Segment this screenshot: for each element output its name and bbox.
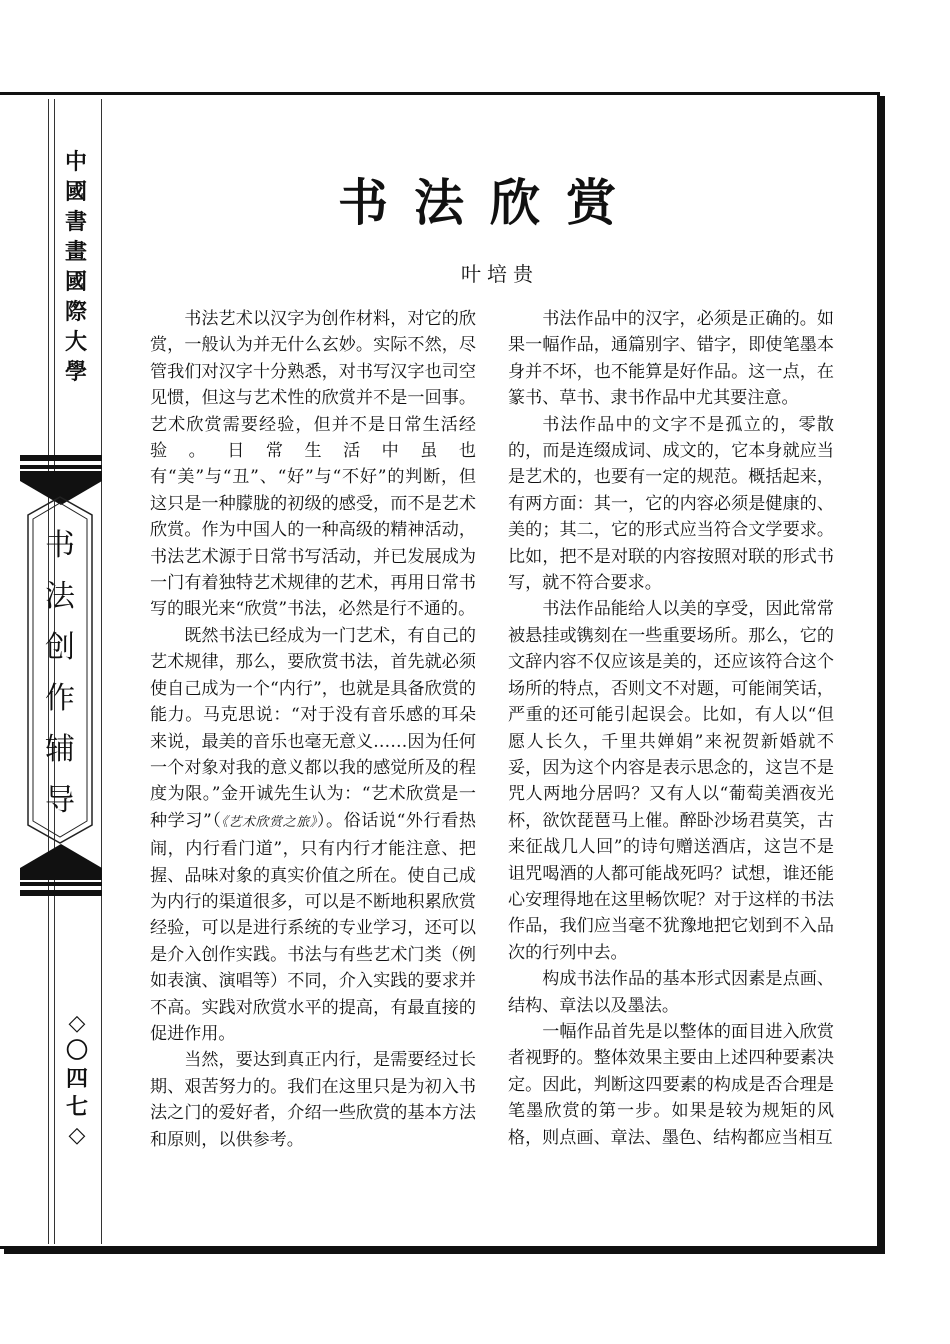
frame-shadow [880,96,885,1253]
article-author: 叶培贵 [461,262,539,286]
paragraph: 当然，要达到真正内行，是需要经过长期、艰苦努力的。我们在这里只是为初入书法之门的爱好者，介绍一些欣赏的基本方法和原则，以供参考。 [150,1050,476,1150]
journal-title: 中 國 書 畫 國 際 大 學 [64,150,87,385]
ornament-icon [20,840,102,880]
article-title: 书法欣赏 [338,174,642,232]
paragraph: 构成书法作品的基本形式因素是点画、结构、章法以及墨法。 [508,969,834,1016]
sidebar-rule [101,99,102,1244]
right-column [508,306,834,1151]
page-number: ◇ 〇 四 七 ◇ [65,1011,88,1148]
frame-shadow [4,1249,885,1254]
paragraph: 书法作品中的文字不是孤立的，零散的，而是连缀成词、成文的，它本身就应当是艺术的，也要有一定的规范。概括起来，有两方面：其一，它的内容必须是健康的、美的；其二，它的形式应当符合文学要求。比如，把不是对联的内容按照对联的形式书写，就不符合要求。 [508,414,834,594]
paragraph: 既然书法已经成为一门艺术，有自己的艺术规律，那么，要欣赏书法，首先就必须使自己成为一个“内行”，也就是具备欣赏的能力。马克思说：“对于没有音乐感的耳朵来说，最美的音乐也毫无意义……因为任何一个对象对我的意义都以我的感觉所及的程度为限。”金开诚先生认为：“艺术欣赏是一种学习”（《艺术欣赏之旅》）。俗话说“外行看热闹，内行看门道”，只有内行才能注意、把握、品味对象的真实价值之所在。使自己成为内行的渠道很多，可以是不断地积累欣赏经验，可以是进行系统的专业学习，还可以是介入创作实践。书法与有些艺术门类（例如表演、演唱等）不同，介入实践的要求并不高。实践对欣赏水平的提高，有最直接的促进作用。 [150,625,476,1044]
paragraph: 一幅作品首先是以整体的面目进入欣赏者视野的。整体效果主要由上述四种要素决定。因此，判断这四要素的构成是否合理是笔墨欣赏的第一步。如果是较为规矩的风格，则点画、章法、墨色、结构都应当相互 [508,1021,834,1148]
paragraph: 书法艺术以汉字为创作材料，对它的欣赏，一般认为并无什么玄妙。实际不然，尽管我们对汉字十分熟悉，对书写汉字也司空见惯，但这与艺术性的欣赏并不是一回事。艺术欣赏需要经验，但并不是日常生活经验。日常生活中虽也有“美”与“丑”、“好”与“不好”的判断，但这只是一种朦胧的初级的感受，而不是艺术欣赏。作为中国人的一种高级的精神活动，书法艺术源于日常书写活动，并已发展成为一门有着独特艺术规律的艺术，再用日常书写的眼光来“欣赏”书法，必然是行不通的。 [150,309,476,620]
citation: 《艺术欣赏之旅》 [221,814,317,830]
section-label: 书 法 创 作 辅 导 [45,528,75,818]
left-column [150,306,476,1153]
paragraph: 书法作品中的汉字，必须是正确的。如果一幅作品，通篇别字、错字，即使笔墨本身并不坏，也不能算是好作品。这一点，在篆书、草书、隶书作品中尤其要注意。 [508,309,834,409]
paragraph: 书法作品能给人以美的享受，因此常常被悬挂或镌刻在一些重要场所。那么，它的文辞内容不仅应该是美的，还应该符合这个场所的特点，否则文不对题，可能闹笑话，严重的还可能引起误会。比如，有人以“但愿人长久，千里共婵娟”来祝贺新婚就不妥，因为这个内容是表示思念的，这岂不是咒人两地分居吗？又有人以“葡萄美酒夜光杯，欲饮琵琶马上催。醉卧沙场君莫笑，古来征战几人回”的诗句赠送酒店，这岂不是诅咒喝酒的人都可能战死吗？试想，谁还能心安理得地在这里畅饮呢？对于这样的书法作品，我们应当毫不犹豫地把它划到不入品次的行列中去。 [508,599,834,963]
